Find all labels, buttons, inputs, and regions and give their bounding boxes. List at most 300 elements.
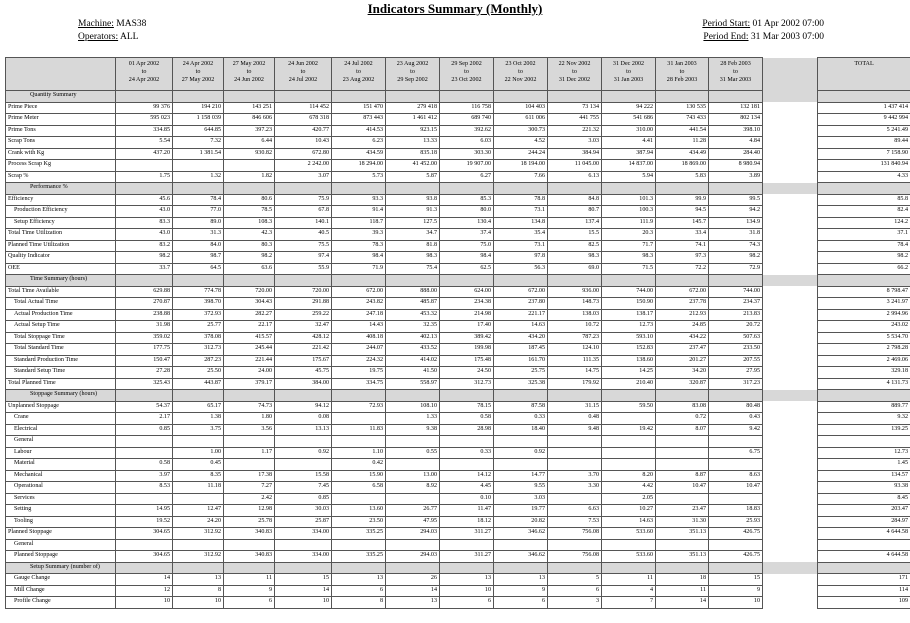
- section-blank-cell: [818, 390, 910, 402]
- value-cell: 161.70: [494, 355, 548, 367]
- value-cell: 7: [602, 597, 656, 609]
- value-cell: 221.44: [224, 355, 275, 367]
- value-cell: 3.56: [224, 424, 275, 436]
- section-blank-cell: [548, 183, 602, 195]
- total-cell: 9.32: [818, 413, 910, 425]
- period-separator: to: [733, 69, 738, 75]
- section-blank-cell: [173, 562, 224, 574]
- value-cell: 25.75: [494, 367, 548, 379]
- value-cell: 237.80: [494, 298, 548, 310]
- value-cell: 8.87: [656, 470, 709, 482]
- value-cell: [656, 436, 709, 448]
- value-cell: 20.82: [494, 516, 548, 528]
- value-cell: 1.80: [224, 413, 275, 425]
- value-cell: 19.52: [116, 516, 173, 528]
- value-cell: 12.73: [602, 321, 656, 333]
- value-cell: 26: [386, 574, 440, 586]
- value-cell: 372.93: [173, 309, 224, 321]
- value-cell: 34.20: [656, 367, 709, 379]
- value-cell: 13.33: [386, 137, 440, 149]
- value-cell: [602, 459, 656, 471]
- value-cell: 414.53: [332, 125, 386, 137]
- value-cell: 243.82: [332, 298, 386, 310]
- section-blank-cell: [548, 275, 602, 287]
- value-cell: 244.24: [494, 148, 548, 160]
- value-cell: 6.58: [332, 482, 386, 494]
- value-cell: [275, 539, 332, 551]
- value-cell: 71.9: [332, 263, 386, 275]
- value-cell: 4.42: [602, 482, 656, 494]
- section-blank-cell: [602, 183, 656, 195]
- value-cell: 11.47: [440, 505, 494, 517]
- value-cell: 78.15: [440, 401, 494, 413]
- value-cell: 346.62: [494, 551, 548, 563]
- section-blank-cell: [818, 562, 910, 574]
- value-cell: [656, 459, 709, 471]
- value-cell: 14.63: [602, 516, 656, 528]
- value-cell: 9.55: [494, 482, 548, 494]
- value-cell: 441.54: [656, 125, 709, 137]
- value-cell: 7.32: [173, 137, 224, 149]
- value-cell: 98.2: [224, 252, 275, 264]
- value-cell: 304.65: [116, 528, 173, 540]
- value-cell: 340.83: [224, 528, 275, 540]
- value-cell: 24.85: [656, 321, 709, 333]
- total-cell: 4 644.58: [818, 551, 910, 563]
- value-cell: [656, 493, 709, 505]
- total-cell: 109: [818, 597, 910, 609]
- value-cell: 98.2: [116, 252, 173, 264]
- table-row: [6, 137, 910, 149]
- value-cell: 9.48: [548, 424, 602, 436]
- section-blank-cell: [656, 91, 709, 103]
- total-cell: 12.73: [818, 447, 910, 459]
- value-cell: 629.88: [116, 286, 173, 298]
- value-cell: 0.33: [494, 413, 548, 425]
- period-to: 24 Apr 2002: [128, 77, 160, 83]
- value-cell: [224, 539, 275, 551]
- value-cell: 10: [173, 597, 224, 609]
- value-cell: 1.33: [386, 413, 440, 425]
- row-label: Standard Production Time: [6, 355, 116, 367]
- value-cell: 3.30: [548, 482, 602, 494]
- value-cell: 130 535: [656, 102, 709, 114]
- value-cell: 9.42: [709, 424, 763, 436]
- value-cell: 25.87: [275, 516, 332, 528]
- value-cell: 84.0: [173, 240, 224, 252]
- value-cell: 434.20: [494, 332, 548, 344]
- table-row: [6, 401, 910, 413]
- value-cell: 3.97: [116, 470, 173, 482]
- section-blank-cell: [494, 91, 548, 103]
- value-cell: 9: [709, 585, 763, 597]
- section-blank-cell: [173, 275, 224, 287]
- value-cell: 434.59: [332, 148, 386, 160]
- section-header-row: [6, 183, 910, 195]
- value-cell: 31.3: [173, 229, 224, 241]
- value-cell: 4.45: [440, 482, 494, 494]
- value-cell: 5.73: [332, 171, 386, 183]
- value-cell: [116, 493, 173, 505]
- section-label: Quantity Summary: [6, 91, 116, 103]
- value-cell: 453.32: [386, 309, 440, 321]
- section-blank-cell: [440, 275, 494, 287]
- period-to: 31 Dec 2002: [558, 77, 591, 83]
- value-cell: 3.03: [494, 493, 548, 505]
- row-label: Unplanned Stoppage: [6, 401, 116, 413]
- value-cell: [224, 160, 275, 172]
- value-cell: 14: [386, 585, 440, 597]
- value-cell: 15: [709, 574, 763, 586]
- operators-value: ALL: [119, 32, 139, 42]
- value-cell: 12.98: [224, 505, 275, 517]
- table-row: [6, 493, 910, 505]
- value-cell: 91.3: [386, 206, 440, 218]
- period-header-cell: [275, 58, 332, 91]
- value-cell: 434.22: [656, 332, 709, 344]
- section-blank-cell: [656, 562, 709, 574]
- total-cell: 1 437 414: [818, 102, 910, 114]
- value-cell: 744.00: [602, 286, 656, 298]
- value-cell: 0.92: [275, 447, 332, 459]
- table-row: [6, 528, 910, 540]
- value-cell: 6.63: [548, 505, 602, 517]
- value-cell: 291.88: [275, 298, 332, 310]
- value-cell: 379.17: [224, 378, 275, 390]
- section-blank-cell: [386, 91, 440, 103]
- value-cell: 7.27: [224, 482, 275, 494]
- value-cell: 11.83: [332, 424, 386, 436]
- value-cell: 3.70: [548, 470, 602, 482]
- value-cell: 3.07: [275, 171, 332, 183]
- total-cell: 8 798.47: [818, 286, 910, 298]
- indicators-table: [5, 57, 910, 609]
- value-cell: 73.1: [494, 240, 548, 252]
- period-start-line: [702, 18, 824, 31]
- value-cell: 8.53: [116, 482, 173, 494]
- value-cell: 111.9: [602, 217, 656, 229]
- value-cell: 25.50: [173, 367, 224, 379]
- row-label: Electrical: [6, 424, 116, 436]
- report-title: Indicators Summary (Monthly): [367, 1, 543, 16]
- row-label: Scrap Tons: [6, 137, 116, 149]
- value-cell: 24.50: [440, 367, 494, 379]
- value-cell: 177.75: [116, 344, 173, 356]
- value-cell: 207.55: [709, 355, 763, 367]
- section-blank-cell: [494, 275, 548, 287]
- period-to: 31 Mar 2003: [719, 77, 752, 83]
- period-separator: to: [626, 69, 631, 75]
- value-cell: 304.43: [224, 298, 275, 310]
- total-cell: 114: [818, 585, 910, 597]
- row-label: Total Stoppage Time: [6, 332, 116, 344]
- section-blank-cell: [173, 91, 224, 103]
- table-row: [6, 597, 910, 609]
- value-cell: 99.9: [656, 194, 709, 206]
- period-from: 22 Nov 2002: [558, 61, 591, 67]
- value-cell: 71.5: [602, 263, 656, 275]
- period-end-value: 31 Mar 2003 07:00: [750, 32, 824, 42]
- table-row: [6, 148, 910, 160]
- value-cell: 0.48: [548, 413, 602, 425]
- row-label: Planned Stoppage: [6, 551, 116, 563]
- spacer-cell: [763, 240, 818, 252]
- value-cell: 134.8: [494, 217, 548, 229]
- value-cell: 234.37: [709, 298, 763, 310]
- value-cell: 533.60: [602, 528, 656, 540]
- value-cell: 303.30: [440, 148, 494, 160]
- total-cell: 203.47: [818, 505, 910, 517]
- section-blank-cell: [173, 183, 224, 195]
- value-cell: 624.00: [440, 286, 494, 298]
- machine-line: [78, 18, 146, 31]
- value-cell: 672.00: [656, 286, 709, 298]
- total-cell: 78.4: [818, 240, 910, 252]
- value-cell: [173, 493, 224, 505]
- value-cell: [656, 539, 709, 551]
- spacer-cell: [763, 505, 818, 517]
- total-cell: 2 994.96: [818, 309, 910, 321]
- value-cell: 11: [656, 585, 709, 597]
- value-cell: 0.43: [709, 413, 763, 425]
- value-cell: 415.57: [224, 332, 275, 344]
- value-cell: 0.58: [116, 459, 173, 471]
- value-cell: 294.03: [386, 551, 440, 563]
- row-label: Tooling: [6, 516, 116, 528]
- section-blank-cell: [224, 390, 275, 402]
- table-row: [6, 516, 910, 528]
- value-cell: 27.95: [709, 367, 763, 379]
- value-cell: 175.67: [275, 355, 332, 367]
- value-cell: 213.83: [709, 309, 763, 321]
- value-cell: [173, 539, 224, 551]
- value-cell: 19.77: [494, 505, 548, 517]
- value-cell: 10.43: [275, 137, 332, 149]
- row-label: Prime Piece: [6, 102, 116, 114]
- spacer-cell: [763, 447, 818, 459]
- period-header-cell: [602, 58, 656, 91]
- value-cell: [332, 413, 386, 425]
- period-end-label: Period End:: [703, 32, 749, 42]
- value-cell: 4.52: [494, 137, 548, 149]
- table-row: [6, 505, 910, 517]
- value-cell: 71.7: [602, 240, 656, 252]
- value-cell: 0.08: [275, 413, 332, 425]
- value-cell: 334.00: [275, 528, 332, 540]
- value-cell: 3.89: [709, 171, 763, 183]
- period-to: 28 Feb 2003: [666, 77, 698, 83]
- value-cell: 888.00: [386, 286, 440, 298]
- value-cell: 2.42: [224, 493, 275, 505]
- value-cell: 312.73: [173, 344, 224, 356]
- spacer-cell: [763, 229, 818, 241]
- value-cell: 23.47: [656, 505, 709, 517]
- table-row: [6, 459, 910, 471]
- value-cell: 140.1: [275, 217, 332, 229]
- value-cell: 80.7: [548, 206, 602, 218]
- value-cell: 14.77: [494, 470, 548, 482]
- value-cell: 398.10: [709, 125, 763, 137]
- spacer-cell: [763, 378, 818, 390]
- value-cell: [224, 459, 275, 471]
- value-cell: 201.27: [656, 355, 709, 367]
- row-label: Mill Change: [6, 585, 116, 597]
- section-blank-cell: [332, 390, 386, 402]
- value-cell: 384.94: [548, 148, 602, 160]
- spacer-cell: [763, 171, 818, 183]
- table-row: [6, 321, 910, 333]
- value-cell: 26.77: [386, 505, 440, 517]
- section-header-row: [6, 91, 910, 103]
- period-separator: to: [518, 69, 523, 75]
- value-cell: 234.38: [440, 298, 494, 310]
- value-cell: 78.8: [494, 194, 548, 206]
- table-row: [6, 424, 910, 436]
- value-cell: 80.0: [440, 206, 494, 218]
- value-cell: 19 907.00: [440, 160, 494, 172]
- value-cell: 334.85: [116, 125, 173, 137]
- section-blank-cell: [709, 390, 763, 402]
- section-blank-cell: [332, 562, 386, 574]
- value-cell: [709, 436, 763, 448]
- table-row: [6, 482, 910, 494]
- value-cell: 43.0: [116, 206, 173, 218]
- section-blank-cell: [548, 91, 602, 103]
- section-blank-cell: [275, 562, 332, 574]
- value-cell: 11: [224, 574, 275, 586]
- value-cell: 1.82: [224, 171, 275, 183]
- row-label: Mechanical: [6, 470, 116, 482]
- period-from: 24 Jul 2002: [344, 61, 373, 67]
- value-cell: 5.54: [116, 137, 173, 149]
- table-row: [6, 447, 910, 459]
- value-cell: 42.3: [224, 229, 275, 241]
- value-cell: 672.80: [275, 148, 332, 160]
- value-cell: 30.03: [275, 505, 332, 517]
- row-label: Planned Time Utilization: [6, 240, 116, 252]
- spacer-cell: [763, 125, 818, 137]
- value-cell: 387.94: [602, 148, 656, 160]
- value-cell: 14.95: [116, 505, 173, 517]
- value-cell: 282.27: [224, 309, 275, 321]
- spacer-cell: [763, 436, 818, 448]
- period-to: 24 Jun 2002: [234, 77, 264, 83]
- value-cell: 312.92: [173, 528, 224, 540]
- section-blank-cell: [494, 390, 548, 402]
- value-cell: 378.08: [173, 332, 224, 344]
- value-cell: [332, 436, 386, 448]
- period-header-cell: [548, 58, 602, 91]
- section-blank-cell: [440, 562, 494, 574]
- spacer-cell: [763, 58, 818, 91]
- spacer-cell: [763, 332, 818, 344]
- value-cell: 22.17: [224, 321, 275, 333]
- row-label: Standard Setup Time: [6, 367, 116, 379]
- value-cell: 8.07: [656, 424, 709, 436]
- value-cell: 37.4: [440, 229, 494, 241]
- period-from: 28 Feb 2003: [720, 61, 751, 67]
- value-cell: 23.50: [332, 516, 386, 528]
- value-cell: 304.65: [116, 551, 173, 563]
- value-cell: 0.42: [332, 459, 386, 471]
- period-to: 31 Jan 2003: [613, 77, 644, 83]
- total-cell: 2 798.28: [818, 344, 910, 356]
- value-cell: [709, 459, 763, 471]
- value-cell: 1.17: [224, 447, 275, 459]
- value-cell: 6: [494, 597, 548, 609]
- section-blank-cell: [602, 91, 656, 103]
- value-cell: 59.50: [602, 401, 656, 413]
- value-cell: 108.10: [386, 401, 440, 413]
- section-blank-cell: [332, 183, 386, 195]
- value-cell: 72.2: [656, 263, 709, 275]
- value-cell: 39.3: [332, 229, 386, 241]
- total-cell: 284.97: [818, 516, 910, 528]
- value-cell: 485.87: [386, 298, 440, 310]
- value-cell: 89.0: [173, 217, 224, 229]
- value-cell: 0.33: [440, 447, 494, 459]
- value-cell: 402.13: [386, 332, 440, 344]
- value-cell: [386, 539, 440, 551]
- value-cell: 8.92: [386, 482, 440, 494]
- section-blank-cell: [440, 91, 494, 103]
- section-blank-cell: [224, 275, 275, 287]
- value-cell: 244.07: [332, 344, 386, 356]
- spacer-cell: [763, 551, 818, 563]
- section-blank-cell: [116, 183, 173, 195]
- spacer-cell: [763, 516, 818, 528]
- value-cell: 923.15: [386, 125, 440, 137]
- value-cell: 0.58: [440, 413, 494, 425]
- value-cell: 1.38: [173, 413, 224, 425]
- value-cell: 756.08: [548, 528, 602, 540]
- value-cell: 595 023: [116, 114, 173, 126]
- value-cell: 334.75: [332, 378, 386, 390]
- table-row: [6, 332, 910, 344]
- value-cell: 279 418: [386, 102, 440, 114]
- value-cell: 310.00: [602, 125, 656, 137]
- value-cell: 10.47: [709, 482, 763, 494]
- section-blank-cell: [602, 275, 656, 287]
- value-cell: 0.55: [386, 447, 440, 459]
- value-cell: 936.00: [548, 286, 602, 298]
- value-cell: 672.00: [332, 286, 386, 298]
- period-separator: to: [300, 69, 306, 75]
- value-cell: 93.8: [386, 194, 440, 206]
- value-cell: 1.00: [173, 447, 224, 459]
- value-cell: [602, 447, 656, 459]
- value-cell: 75.9: [275, 194, 332, 206]
- total-cell: 4 644.58: [818, 528, 910, 540]
- row-label: Total Time Available: [6, 286, 116, 298]
- value-cell: 312.92: [173, 551, 224, 563]
- value-cell: 10: [709, 597, 763, 609]
- spacer-cell: [763, 459, 818, 471]
- value-cell: [494, 436, 548, 448]
- total-cell: 124.2: [818, 217, 910, 229]
- value-cell: 335.25: [332, 528, 386, 540]
- value-cell: 389.42: [440, 332, 494, 344]
- total-cell: 3 241.97: [818, 298, 910, 310]
- value-cell: 14.63: [494, 321, 548, 333]
- value-cell: 148.73: [548, 298, 602, 310]
- value-cell: 846 606: [224, 114, 275, 126]
- value-cell: 25.77: [173, 321, 224, 333]
- value-cell: 78.5: [224, 206, 275, 218]
- total-cell: 5 241.49: [818, 125, 910, 137]
- section-blank-cell: [548, 562, 602, 574]
- value-cell: 5.94: [602, 171, 656, 183]
